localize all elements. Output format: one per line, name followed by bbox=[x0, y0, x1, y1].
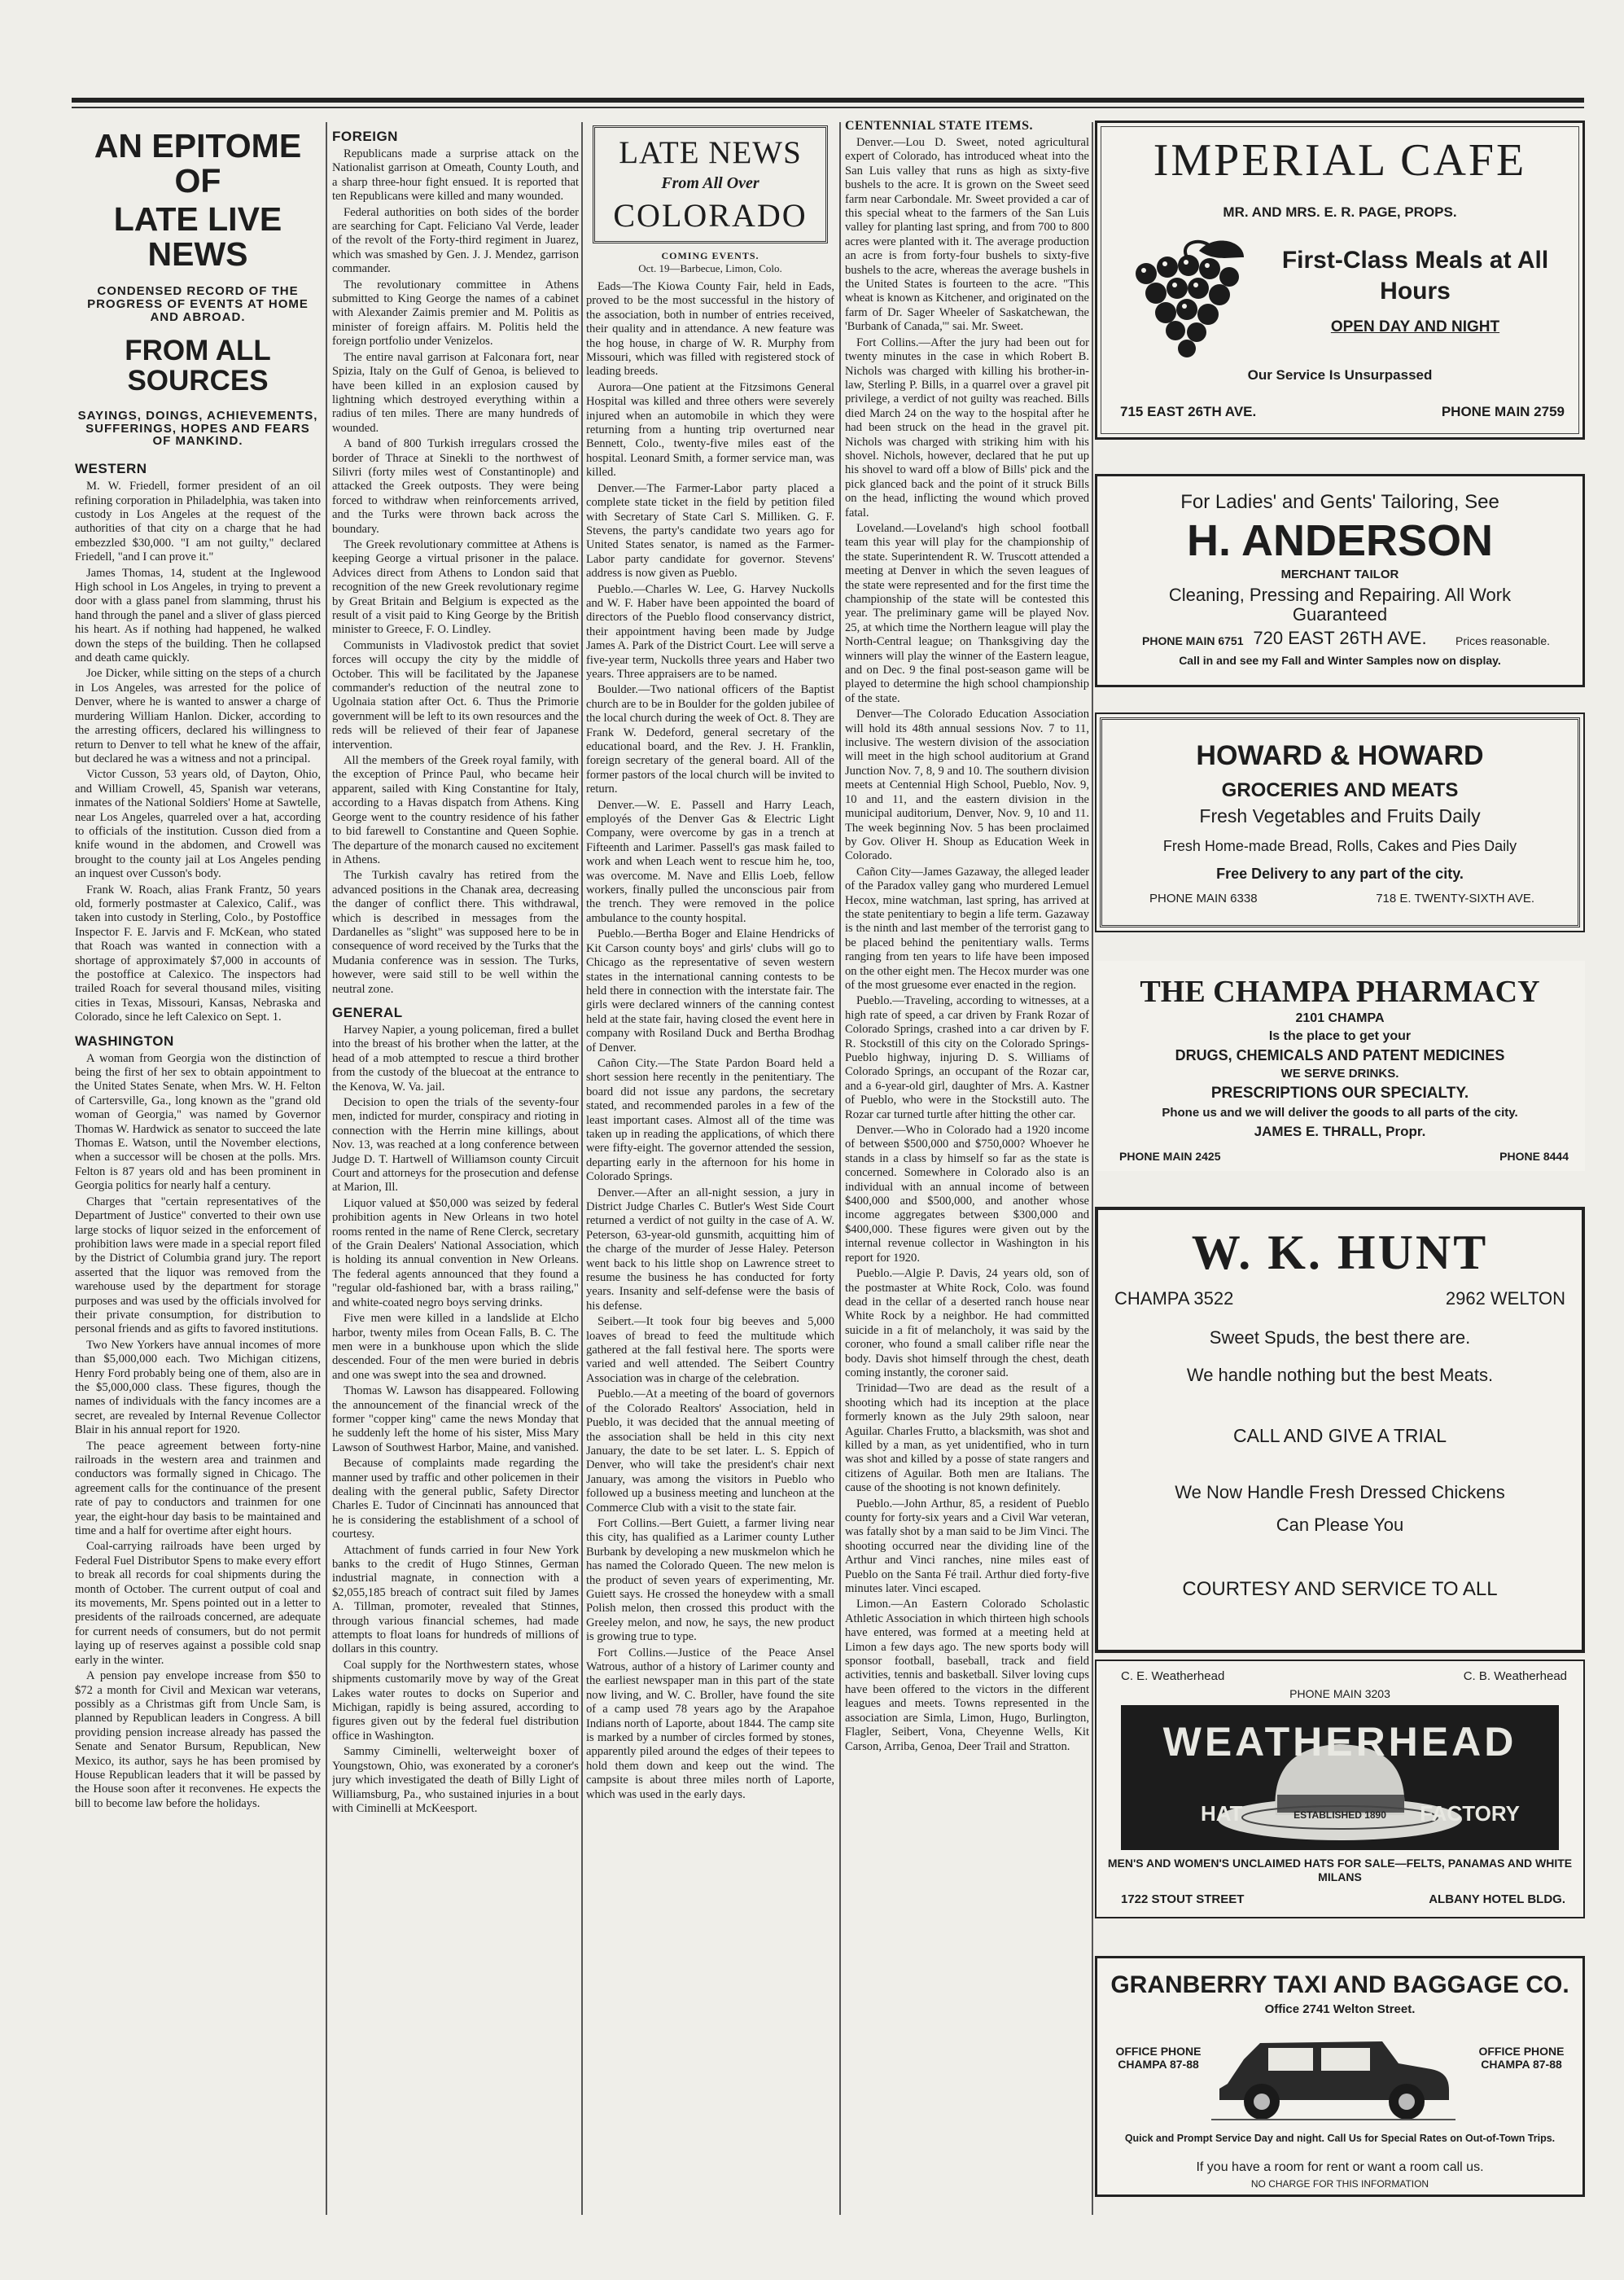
masthead-rule bbox=[72, 98, 1584, 103]
ad-champa-name: THE CHAMPA PHARMACY bbox=[1140, 975, 1540, 1009]
article: All the members of the Greek royal family, with the exception of Prince Paul, who became heir apparent, sailed with King Constantine for Italy, according to a Havas dispatch from Athens. King George went to the country residence of his father to bid farewell to Constantine and Queen Sophie. The departure of the monarch caused no excitement in Athens. bbox=[332, 754, 579, 866]
ad-anderson-line2: Cleaning, Pressing and Repairing. All Work Guaranteed bbox=[1168, 585, 1512, 625]
article: Coal supply for the Northwestern states, whose shipments customarily move by way of the Great Lakes water routes to docks on Superior and Michigan, rapidly is being assured, according to figures given out by the federal fuel distribution office in Washington. bbox=[332, 1658, 579, 1743]
subhead-condensed: CONDENSED RECORD OF THE PROGRESS OF EVENTS AT HOME AND ABROAD. bbox=[87, 284, 309, 324]
article: Denver.—Lou D. Sweet, noted agricultural expert of Colorado, has introduced wheat into the San Luis valley that runs as high as sixty-five bushels to the acre. It is grown on the Sweet seed farm near Carbondale. Mr. Sweet provided a car of this special wheat to the farmers of the San Luis valley for planting last spring, and from 700 to 800 acres were planted with it. The average production an acre is from forty-four bushels to sixty-five bushels to the acre, whereas the average bushels in the United States is fourteen to the acre. "This wheat is known as Kitchener, and originated on the farm of Dr. Sager Wheeler of Saskatchewan, the 'Burbank of Canada,'" sai. Mr. Sweet. bbox=[845, 136, 1089, 334]
ad-champa-line5: Phone us and we will deliver the goods to all parts of the city. bbox=[1162, 1106, 1518, 1120]
ad-imperial-open: OPEN DAY AND NIGHT bbox=[1330, 318, 1500, 335]
article: Pueblo.—John Arthur, 85, a resident of Pueblo county for forty-six years and a Civil War veteran, was fatally shot by a man said to be Jim Vinci. The shooting occurred near the dividing line of the Arthur and Vinci ranches, nine miles east of Pueblo on the Santa Fé trail. Arthur died forty-five minutes later. Vinci escaped. bbox=[845, 1497, 1089, 1596]
article: Coal-carrying railroads have been urged by Federal Fuel Distributor Spens to make every effort to break all records for coal shipments during the month of October. The current output of coal and its movements, Mr. Spens pointed out in a letter to presidents of the railroads concerned, are adequate for current needs of consumers, but do not permit laying up of reserves against a possible cold snap early in the winter. bbox=[75, 1540, 321, 1667]
article: Fort Collins.—Justice of the Peace Ansel Watrous, author of a history of Larimer county and the earliest newspaper man in this part of the state now living, and W. C. Broller, have found the site of a camp used 78 years ago by the Arapahoe Indians north of Laporte, about 1844. The camp site is marked by a number of circles formed by stones, apparently piled around the edges of their tepees to hold them down and keep out the wind. The campsite is about three miles north of Laporte, which was used in the early days. bbox=[586, 1646, 834, 1801]
article: Pueblo.—Charles W. Lee, G. Harvey Nuckolls and W. F. Haber have been appointed the board of directors of the Pueblo flood conservancy district, their appointment having been made by Judge James A. Park of the District Court. Lee will serve a five-year term, Nuckolls three years and Haber two years. Three appraisers are to be named. bbox=[586, 582, 834, 681]
article: Pueblo.—Traveling, according to witnesses, at a high rate of speed, a car driven by Frank Rozar of Colorado Springs, crashed into a car driven by F. R. Stockstill of this city on the Colorado Springs-Pueblo highway, injuring D. S. Williams of Colorado Springs, an occupant of the Rozar car, and a 6-year-old girl, daughter of Mrs. A. Kastner of Pueblo, who were in the Stockstill auto. The Rozar car turned turtle after hitting the other car. bbox=[845, 994, 1089, 1121]
weatherhead-factory: FACTORY bbox=[1420, 1801, 1520, 1826]
ad-weatherhead-left: C. E. Weatherhead bbox=[1121, 1669, 1225, 1683]
ad-granberry-right: OFFICE PHONE CHAMPA 87-88 bbox=[1478, 2045, 1565, 2071]
article: Boulder.—Two national officers of the Baptist church are to be in Boulder for the golden jubilee of the local church during the week of Oct. 8. They are Frank W. Dedeford, general secretary of the educational board, and the Rev. J. H. Franklin, foreign secretary of the general board. All of the former pastors of the local church will be invited to return. bbox=[586, 683, 834, 796]
column-rule bbox=[839, 122, 841, 2215]
article: Attachment of funds carried in four New York banks to the credit of Hugo Stinnes, German industrial magnate, in connection with a $2,055,185 breach of contract suit filed by James A. Tillman, promoter, revealed that Stinnes, through various financial schemes, had made attempts to float loans for hundreds of millions of dollars in this country. bbox=[332, 1543, 579, 1656]
article: Victor Cusson, 53 years old, of Dayton, Ohio, and William Crowell, 45, Spanish war veterans, inmates of the National Soldiers' Home at Sawtelle, near Los Angeles, quarreled over a hat, according to officials of the institution. Cusson died from a knife wound in the abdomen, and Crowell was brought to the county jail at Los Angeles pending an inquest over Cusson's body. bbox=[75, 768, 321, 881]
column-centennial bbox=[845, 114, 1089, 2211]
ad-imperial-service: Our Service Is Unsurpassed bbox=[1247, 367, 1433, 383]
weatherhead-hat: HAT bbox=[1201, 1801, 1243, 1826]
headline-from-all-sources: FROM ALL SOURCES bbox=[125, 335, 271, 397]
article: Federal authorities on both sides of the border are searching for Capt. Feliciano Val Verde, leader of the revolt of the Forty-third regiment in Juarez, which was smashed by Gen. J. J. Mendez, garrison commander. bbox=[332, 205, 579, 276]
article: Communists in Vladivostok predict that soviet forces will occupy the city by the middle of October. This will be facilitated by the Japanese commander's reduction of the neutral zone to Ugolnaia station after Oct. 6. Thus the Primorie government will be left to its own resources and the reds will be relieved of their fear of Japanese intervention. bbox=[332, 638, 579, 752]
article: M. W. Friedell, former president of an oil refining corporation in Philadelphia, was taken into custody in Los Angeles at the request of the authorities of that city on a charge that he had embezzled $30,000. "I am not guilty," declared Friedell, "and I can prove it." bbox=[75, 480, 321, 564]
ad-weatherhead-phone: PHONE MAIN 3203 bbox=[1289, 1687, 1390, 1700]
ad-imperial-address: 715 EAST 26TH AVE. bbox=[1120, 404, 1257, 419]
ad-howard-address: 718 E. TWENTY-SIXTH AVE. bbox=[1376, 892, 1534, 905]
ad-howard-line4: Free Delivery to any part of the city. bbox=[1216, 866, 1464, 882]
ad-wk-hunt bbox=[1095, 1207, 1585, 1653]
article: Liquor valued at $50,000 was seized by federal prohibition agents in New Orleans in two hotel rooms rented in the name of Rene Clerck, secretary of the Grain Dealers' National Association, which is holding its annual convention in New Orleans. The federal agents announced that they found a "regular old-fashioned bar, with a brass railing," and white-coated negro boys serving drinks. bbox=[332, 1196, 579, 1309]
ad-granberry-name: GRANBERRY TAXI AND BAGGAGE CO. bbox=[1110, 1971, 1569, 1998]
ad-champa-num: 2101 CHAMPA bbox=[1295, 1011, 1385, 1025]
article: Denver.—W. E. Passell and Harry Leach, employés of the Denver Gas & Electric Light Company, were overcome by gas in a trench at Fifteenth and Larimer. Passell's gas mask failed to work and when Leach went to rescue him he, too, was overcome. M. Nave and Ellis Loeb, fellow workers, finally pulled the unconscious pair from the trench. They were removed in the police ambulance to the county hospital. bbox=[586, 798, 834, 925]
article: Denver.—The Farmer-Labor party placed a complete state ticket in the field by petition filed with Secretary of State Carl S. Milliken. G. F. Stevens, the party's candidate two years ago for United States senator, is named as the Farmer-Labor party candidate for governor. Stevens' address is now given as Pueblo. bbox=[586, 481, 834, 581]
late-news-box bbox=[593, 125, 828, 243]
ad-champa-line4: PRESCRIPTIONS OUR SPECIALTY. bbox=[1210, 1085, 1469, 1102]
ad-weatherhead bbox=[1095, 1660, 1585, 1918]
ad-champa-owner: JAMES E. THRALL, Propr. bbox=[1254, 1124, 1426, 1139]
ad-granberry-office: Office 2741 Welton Street. bbox=[1264, 2002, 1416, 2016]
article: Denver.—Who in Colorado had a 1920 income of between $500,000 and $750,000? Whoever he stands in a class by himself so far as the state is concerned. Somewhere in Colorado also is an individual with an annual income of between $400,000 and $500,000, and another whose income aggregates between $300,000 and $400,000. These figures were given out by the internal revenue collector in Washington in his report for 1920. bbox=[845, 1124, 1089, 1265]
article: The revolutionary committee in Athens submitted to King George the names of a cabinet with Alexander Zaimis premier and M. Politis as minister of foreign affairs. M. Politis held the foreign portfolio under Venizelos. bbox=[332, 278, 579, 349]
section-general: GENERAL bbox=[332, 1004, 403, 1020]
article: Because of complaints made regarding the manner used by traffic and other policemen in their dealing with the general public, Safety Director Charles E. Tudor of Cincinnati has announced that he is considering the establishment of a school of courtesy. bbox=[332, 1457, 579, 1541]
article: Harvey Napier, a young policeman, fired a bullet into the breast of his brother when the latter, at the head of a mob attempted to rescue a third brother from the custody of the bluecoat at the entrance to the Kenova, W. Va. jail. bbox=[332, 1023, 579, 1094]
ad-champa-line1: Is the place to get your bbox=[1268, 1029, 1412, 1043]
article: A pension pay envelope increase from $50 to $72 a month for Civil and Mexican war veterans, possibly as a Christmas gift from Uncle Sam, is planned by Republican leaders in Congress. A bill providing pension increase already has passed the Senate and Senator Bursum, Republican, New Mexico, its author, says he has been promised by House Republican leaders that it will be passed by the House soon after it reconvenes. He expects the bill to become law before the holidays. bbox=[75, 1669, 321, 1810]
ad-anderson-name: H. ANDERSON bbox=[1186, 516, 1494, 565]
box-late-news: LATE NEWS bbox=[619, 135, 802, 170]
weatherhead-logo-panel bbox=[1121, 1705, 1559, 1850]
masthead-rule-thin bbox=[72, 107, 1584, 108]
article: James Thomas, 14, student at the Inglewood High school in Los Angeles, in trying to prevent a door with a glass panel from slamming, thrust his hand through the panel and a sliver of glass pierced his heart. As if nothing had happened, he walked down the steps of the building. Then he collapsed and death came quickly. bbox=[75, 566, 321, 665]
column-colorado-news bbox=[586, 114, 834, 2211]
box-colorado: COLORADO bbox=[613, 197, 808, 234]
column-rule bbox=[581, 122, 583, 2215]
ad-imperial-phone: PHONE MAIN 2759 bbox=[1441, 404, 1565, 419]
ad-imperial-meals: First-Class Meals at All Hours bbox=[1281, 247, 1549, 305]
ad-howard-line1: GROCERIES AND MEATS bbox=[1221, 779, 1459, 801]
article: Loveland.—Loveland's high school football team this year will play for the championship of the state. Superintendent R. W. Truscott attended a meeting at Denver in which the seven leagues of the state were represented and for the first time the championship of the state will be contested this year. The preliminary game will be played Nov. 25, at which time the Northern league will play the North-Central league; on Thanksgiving day the winners will play the winner of the Eastern league, and on Dec. 9 the final post-season game will be played to determine the high school championship of the state. bbox=[845, 521, 1089, 705]
article: Cañon City—James Gazaway, the alleged leader of the Paradox valley gang who murdered Lemuel Hecox, mine watchman, last spring, has arrived at the state penitentiary to begin a life term. Gazaway is the ninth and last member of the terrorist gang to be placed behind the penitentiary walls. Terms ranging from ten years to life have been imposed on the other eight men. The Hecox murder was one of the most gruesome ever enacted in the region. bbox=[845, 865, 1089, 992]
ad-anderson-address: 720 EAST 26TH AVE. bbox=[1253, 628, 1427, 648]
article: The peace agreement between forty-nine railroads in the western area and trainmen and conductors was formally signed in Chicago. The agreement calls for the continuance of the present rate of pay to conductors and trainmen for one year, the eight-hour day basis to be maintained and time and a half for overtime after eight hours. bbox=[75, 1439, 321, 1538]
ad-granberry-line2: If you have a room for rent or want a room call us. bbox=[1196, 2160, 1484, 2174]
ad-weatherhead-addr1: 1722 STOUT STREET bbox=[1121, 1892, 1245, 1906]
article: Denver.—After an all-night session, a jury in District Judge Charles C. Butler's West Side Court returned a verdict of not guilty in the case of A. W. Peterson, 63-year-old gunsmith, acquitting him of the charge of the murder of Jesse Haley. Peterson went back to his little shop on Lawrence street to resume the business he has conducted for forty years. Insanity and self-defense were the basis of his defense. bbox=[586, 1186, 834, 1313]
ad-hunt-line5: Can Please You bbox=[1276, 1515, 1404, 1535]
ad-imperial-name: IMPERIAL CAFE bbox=[1153, 135, 1527, 186]
article: Thomas W. Lawson has disappeared. Following the announcement of the financial wreck of the former "copper king" came the news Monday that he suddenly left the home of his sister, Miss Mary Lawson of Southwest Harbor, Maine, and vanished. bbox=[332, 1384, 579, 1454]
headline-epitome: AN EPITOME OF bbox=[94, 127, 302, 200]
ad-anderson-phone: PHONE MAIN 6751 bbox=[1142, 634, 1244, 647]
article: Pueblo.—Bertha Boger and Elaine Hendricks of Kit Carson county boys' and girls' clubs will go to Chicago as the representative of seven western states in the international canning contests to be held there in connection with the interstate fair. The girls were declared winners of the canning contest held at the state fair, having closed the event here in company with Rosiland Duck and Bertha Brodhag of Denver. bbox=[586, 927, 834, 1054]
article: Limon.—An Eastern Colorado Scholastic Athletic Association in which thirteen high schools have entered, was formed at a meeting held at Limon a few days ago. The new sports body will sponsor football, baseball, track and field activities, tennis and basketball. Silver loving cups have been offered to the victors in the different leagues and meets. Towns represented in the association are Simla, Limon, Hugo, Burlington, Flagler, Seibert, Vona, Cheyenne Wells, Kit Carson, Arriba, Genoa, Deer Trail and Stratton. bbox=[845, 1598, 1089, 1753]
taxi-car-icon bbox=[1211, 2027, 1455, 2124]
ad-imperial-owners: MR. AND MRS. E. R. PAGE, PROPS. bbox=[1223, 204, 1457, 220]
article: Cañon City.—The State Pardon Board held a short session here recently in the penitentiary. The board did not issue any pardons, the secretary stated, and recommended paroles in a few of the least important cases. Almost all of the time was taken up in reading the applications, of which there were fifty-eight. The governor attended the session, departing early in the afternoon for his home in Colorado Springs. bbox=[586, 1056, 834, 1184]
ad-hunt-line6: COURTESY AND SERVICE TO ALL bbox=[1182, 1578, 1498, 1600]
article: The entire naval garrison at Falconara fort, near Spizia, Italy on the Gulf of Genoa, is believed to have been killed in an explosion caused by lightning which destroyed everything within a radius of ten miles. There are many hundreds of wounded. bbox=[332, 350, 579, 435]
article: Charges that "certain representatives of the Department of Justice" converted to their own use large stocks of liquor seized in the enforcement of prohibition laws were made in a special report filed by the District of Columbia grand jury. The report asserted that the liquor was removed from the warehouse used by the department for storage purposes and was used by the officials involved for their private consumption, for distribution to personal friends and as gifts to favored institutions. bbox=[75, 1195, 321, 1336]
article: The Greek revolutionary committee at Athens is keeping George a virtual prisoner in the palace. Advices direct from Athens to London said that recognition of the new Greek revolutionary regime by Great Britain and Belgium is expected as the result of a visit paid to King George by the British minister to Greece, F. O. Lindley. bbox=[332, 537, 579, 637]
article: Sammy Ciminelli, welterweight boxer of Youngstown, Ohio, was exonerated by a coroner's jury which investigated the death of Billy Light of Williamsburg, Pa., who sustained injuries in a bout with Ciminelli at McKeesport. bbox=[332, 1745, 579, 1815]
section-washington: WASHINGTON bbox=[75, 1033, 174, 1049]
article: Seibert.—It took four big beeves and 5,000 loaves of bread to feed the multitude which gathered at the fall festival here. The sports were varied and well attended. The Seibert Country Association was in charge of the celebration. bbox=[586, 1315, 834, 1385]
ad-champa-pharmacy bbox=[1095, 961, 1585, 1171]
ad-hunt-name: W. K. HUNT bbox=[1191, 1226, 1489, 1279]
ad-champa-line3: WE SERVE DRINKS. bbox=[1280, 1067, 1399, 1081]
grapes-icon bbox=[1122, 233, 1252, 363]
ad-anderson-trade: MERCHANT TAILOR bbox=[1280, 568, 1399, 581]
ad-hunt-line4: We Now Handle Fresh Dressed Chickens bbox=[1175, 1482, 1505, 1502]
section-foreign: FOREIGN bbox=[332, 129, 398, 144]
ad-hunt-line3: CALL AND GIVE A TRIAL bbox=[1232, 1425, 1447, 1446]
ad-anderson-line3: Call in and see my Fall and Winter Samples now on display. bbox=[1179, 654, 1501, 667]
headline-late-live-news: LATE LIVE NEWS bbox=[113, 200, 282, 274]
ad-hunt-left: CHAMPA 3522 bbox=[1114, 1288, 1234, 1309]
coming-event: Oct. 19—Barbecue, Limon, Colo. bbox=[638, 262, 782, 274]
ad-howard-line2: Fresh Vegetables and Fruits Daily bbox=[1199, 805, 1481, 826]
section-western: WESTERN bbox=[75, 461, 147, 477]
ad-howard-line3: Fresh Home-made Bread, Rolls, Cakes and Pies Daily bbox=[1162, 838, 1517, 854]
ad-weatherhead-line1: MEN'S AND WOMEN'S UNCLAIMED HATS FOR SALE—FELTS, PANAMAS AND WHITE MILANS bbox=[1107, 1857, 1573, 1883]
ad-granberry-taxi bbox=[1095, 1956, 1585, 2197]
article: Denver—The Colorado Education Association will hold its 48th annual sessions Nov. 7 to 11, inclusive. The western division of the association will meet in the high school auditorium at Grand Junction Nov. 7, 8, 9 and 10. The southern division meets at Centennial High School, Pueblo, Nov. 9, 10 and 11, and the eastern division in the municipal auditorium, Denver, Nov. 9, 10 and 11. The week beginning Nov. 5 has been proclaimed by Gov. Oliver H. Shoup as Education Week in Colorado. bbox=[845, 708, 1089, 863]
ad-granberry-left: OFFICE PHONE CHAMPA 87-88 bbox=[1115, 2045, 1202, 2071]
ad-anderson-prices: Prices reasonable. bbox=[1455, 634, 1550, 647]
article: Five men were killed in a landslide at Elcho harbor, twenty miles from Ocean Falls, B. C. The men were in a bunkhouse upon which the slide descended. Four of the men were buried in debris and one was swept into the sea and drowned. bbox=[332, 1312, 579, 1382]
article: Two New Yorkers have annual incomes of more than $5,000,000 each. Two Michigan citizens, Henry Ford probably being one of them, also are in the $5,000,000 class. These figures, though the names of individuals with the fancy incomes are a secret, are revealed by Internal Revenue Collector Blair in his annual report for 1920. bbox=[75, 1338, 321, 1437]
column-rule bbox=[1092, 122, 1093, 2215]
article: Pueblo.—Algie P. Davis, 24 years old, son of the postmaster at White Rock, Colo. was found dead in the cellar of a deserted ranch house near White Rock by a neighbor. He had committed suicide in a fit of melancholy, it was said by the coroner, who found a small caliber rifle near the body. Davis shot himself through the chest, death coming instantly, the coroner said. bbox=[845, 1267, 1089, 1379]
weatherhead-est: ESTABLISHED 1890 bbox=[1294, 1809, 1386, 1821]
ad-hunt-right: 2962 WELTON bbox=[1445, 1288, 1565, 1309]
article: Fort Collins.—Bert Guiett, a farmer living near this city, has qualified as a Larimer county Luther Burbank by developing a new muskmelon which he has named the Colorado Queen. The new melon is the product of seven years of experimenting, Mr. Guiett says. He crossed the honeydew with a small Polish melon, then crossed this product with the Greeley melon, and now, he says, the new product is growing true to type. bbox=[586, 1516, 834, 1644]
article: Eads—The Kiowa County Fair, held in Eads, proved to be the most successful in the history of the association, both in number of entries received, their quality and in attendance. A new feature was the hog house, in charge of W. R. Murphy from Missouri, which was filled with registered stock of leading breeds. bbox=[586, 280, 834, 379]
ad-hunt-line1: Sweet Spuds, the best there are. bbox=[1209, 1327, 1471, 1348]
ad-howard-name: HOWARD & HOWARD bbox=[1196, 740, 1484, 771]
ad-champa-phone2: PHONE 8444 bbox=[1499, 1150, 1569, 1163]
article: Republicans made a surprise attack on the Nationalist garrison at Omeath, County Louth, and a sharp three-hour fight ensued. It is reported that ten Republicans were killed and many wounded. bbox=[332, 147, 579, 204]
ad-howard-phone: PHONE MAIN 6338 bbox=[1149, 892, 1258, 905]
column-rule bbox=[326, 122, 327, 2215]
article: A woman from Georgia won the distinction of being the first of her sex to obtain appointment to the United States Senate, when Mrs. W. H. Felton of Cartersville, Ga., long known as the "grand old woman of Georgia," was named by Governor Thomas W. Hardwick as senator to succeed the late Thomas E. Watson, until the November elections, when a successor will be chosen at the polls. Mrs. Felton is 87 years old and has been prominent in Georgia politics for nearly half a century. bbox=[75, 1051, 321, 1193]
column-epitome bbox=[75, 114, 321, 2211]
article: Joe Dicker, while sitting on the steps of a church in Los Angeles, was arrested for the police of Denver, where he is wanted to answer a charge of murdering William Hanlon. Dicker, according to the arresting officers, declared his willingness to return to Denver to tell what he knew of the affair, but declared he was a witness and not a principal. bbox=[75, 667, 321, 765]
ad-howard bbox=[1095, 712, 1585, 932]
article: A band of 800 Turkish irregulars crossed the border of Thrace at Sinekli to the northwest of Silivri (forty miles west of Constantinople) and attacked the Greek outposts. They were being forced to withdraw when reinforcements arrived, and the Turks were thrown back across the boundary. bbox=[332, 437, 579, 536]
article: Aurora—One patient at the Fitzsimons General Hospital was killed and three others were severely injured when an automobile in which they were returning from a hunting trip overturned near Bennett, Colo., twenty-five miles east of the hospital. Leonard Smith, a former service man, was killed. bbox=[586, 380, 834, 480]
ad-granberry-line3: NO CHARGE FOR THIS INFORMATION bbox=[1250, 2178, 1429, 2190]
ad-hunt-line2: We handle nothing but the best Meats. bbox=[1186, 1365, 1494, 1385]
ad-imperial-cafe bbox=[1095, 121, 1585, 440]
ad-weatherhead-right: C. B. Weatherhead bbox=[1463, 1669, 1567, 1683]
ad-champa-phone1: PHONE MAIN 2425 bbox=[1119, 1150, 1221, 1163]
article: Frank W. Roach, alias Frank Frantz, 50 years old, formerly postmaster at Calexico, Calif., was taken into custody in Sterling, Colo., by Postoffice Inspector F. E. Jarvis and F. McKean, who stated that Roach was wanted in connection with a shortage of approximately $7,000 in accounts of the postoffice at Calexico. The inspectors had trailed Roach for several thousand miles, visiting cities in Texas, Missouri, Kansas, Nebraska and Colorado, since he left Calexico on Sept. 1. bbox=[75, 883, 321, 1024]
weatherhead-logo: WEATHERHEAD bbox=[1162, 1719, 1517, 1765]
ad-champa-line2: DRUGS, CHEMICALS AND PATENT MEDICINES bbox=[1175, 1047, 1505, 1063]
article: Pueblo.—At a meeting of the board of governors of the Colorado Realtors' Association, held in Pueblo, it was decided that the annual meeting of the association shall be held in this city next January, the date to be set later. L. S. Eppich of Denver, who will take the president's chair next January, was among the visitors in Pueblo who followed up a business meeting and luncheon at the Commerce Club with a visit to the state fair. bbox=[586, 1388, 834, 1515]
column-foreign-general bbox=[332, 114, 579, 2211]
article: The Turkish cavalry has retired from the advanced positions in the Chanak area, decreasing the danger of conflict there. This withdrawal, which is described in messages from the Dardanelles as "slight" was supposed here to be in consequence of word received by the Turks that the Mudania conference was in session. The Turks, however, were said still to be well within the neutral zone. bbox=[332, 869, 579, 996]
ad-weatherhead-addr2: ALBANY HOTEL BLDG. bbox=[1429, 1892, 1565, 1906]
section-centennial: CENTENNIAL STATE ITEMS. bbox=[845, 119, 1033, 133]
box-from-all-over: From All Over bbox=[661, 174, 759, 192]
ad-anderson bbox=[1095, 474, 1585, 687]
ad-granberry-line1: Quick and Prompt Service Day and night. Call Us for Special Rates on Out-of-Town Trips. bbox=[1124, 2133, 1556, 2144]
article: Trinidad—Two are dead as the result of a shooting which had its inception at the place formerly known as the July 29th saloon, near Aguilar. Charles Frutto, a blacksmith, was shot and killed by a man, as yet unidentified, who in turn was shot and killed by a posse of state rangers and citizens of Aguilar. Both men are Italians. The cause of the shooting is not known definitely. bbox=[845, 1382, 1089, 1495]
subhead-sayings: SAYINGS, DOINGS, ACHIEVEMENTS, SUFFERINGS, HOPES AND FEARS OF MANKIND. bbox=[77, 408, 318, 449]
article: Fort Collins.—After the jury had been out for twenty minutes in the case in which Robert B. Nichols was charged with killing his brother-in-law, Sterling P. Bills, in a quarrel over a gravel pit privilege, a verdict of not guilty was reached. Bills died March 24 on the way to the hospital after he had been struck on the head in the gravel pit. Nichols was charged with striking him with his shovel. Nichols, however, declared that he put up his shovel to ward off a blow of Bills' pick and the pick glanced back and the point of it struck Bills on the head, inflicting the wound which proved fatal. bbox=[845, 335, 1089, 520]
article: Decision to open the trials of the seventy-four men, indicted for murder, conspiracy and rioting in connection with the Herrin mine killings, about Nov. 13, was reached at a long conference between Judge D. T. Hartwell of Williamson county Circuit Court and attorneys for the prosecution and defense at Marion, Ill. bbox=[332, 1096, 579, 1195]
ad-anderson-line1: For Ladies' and Gents' Tailoring, See bbox=[1180, 491, 1499, 513]
coming-events-label: COMING EVENTS. bbox=[661, 250, 759, 261]
